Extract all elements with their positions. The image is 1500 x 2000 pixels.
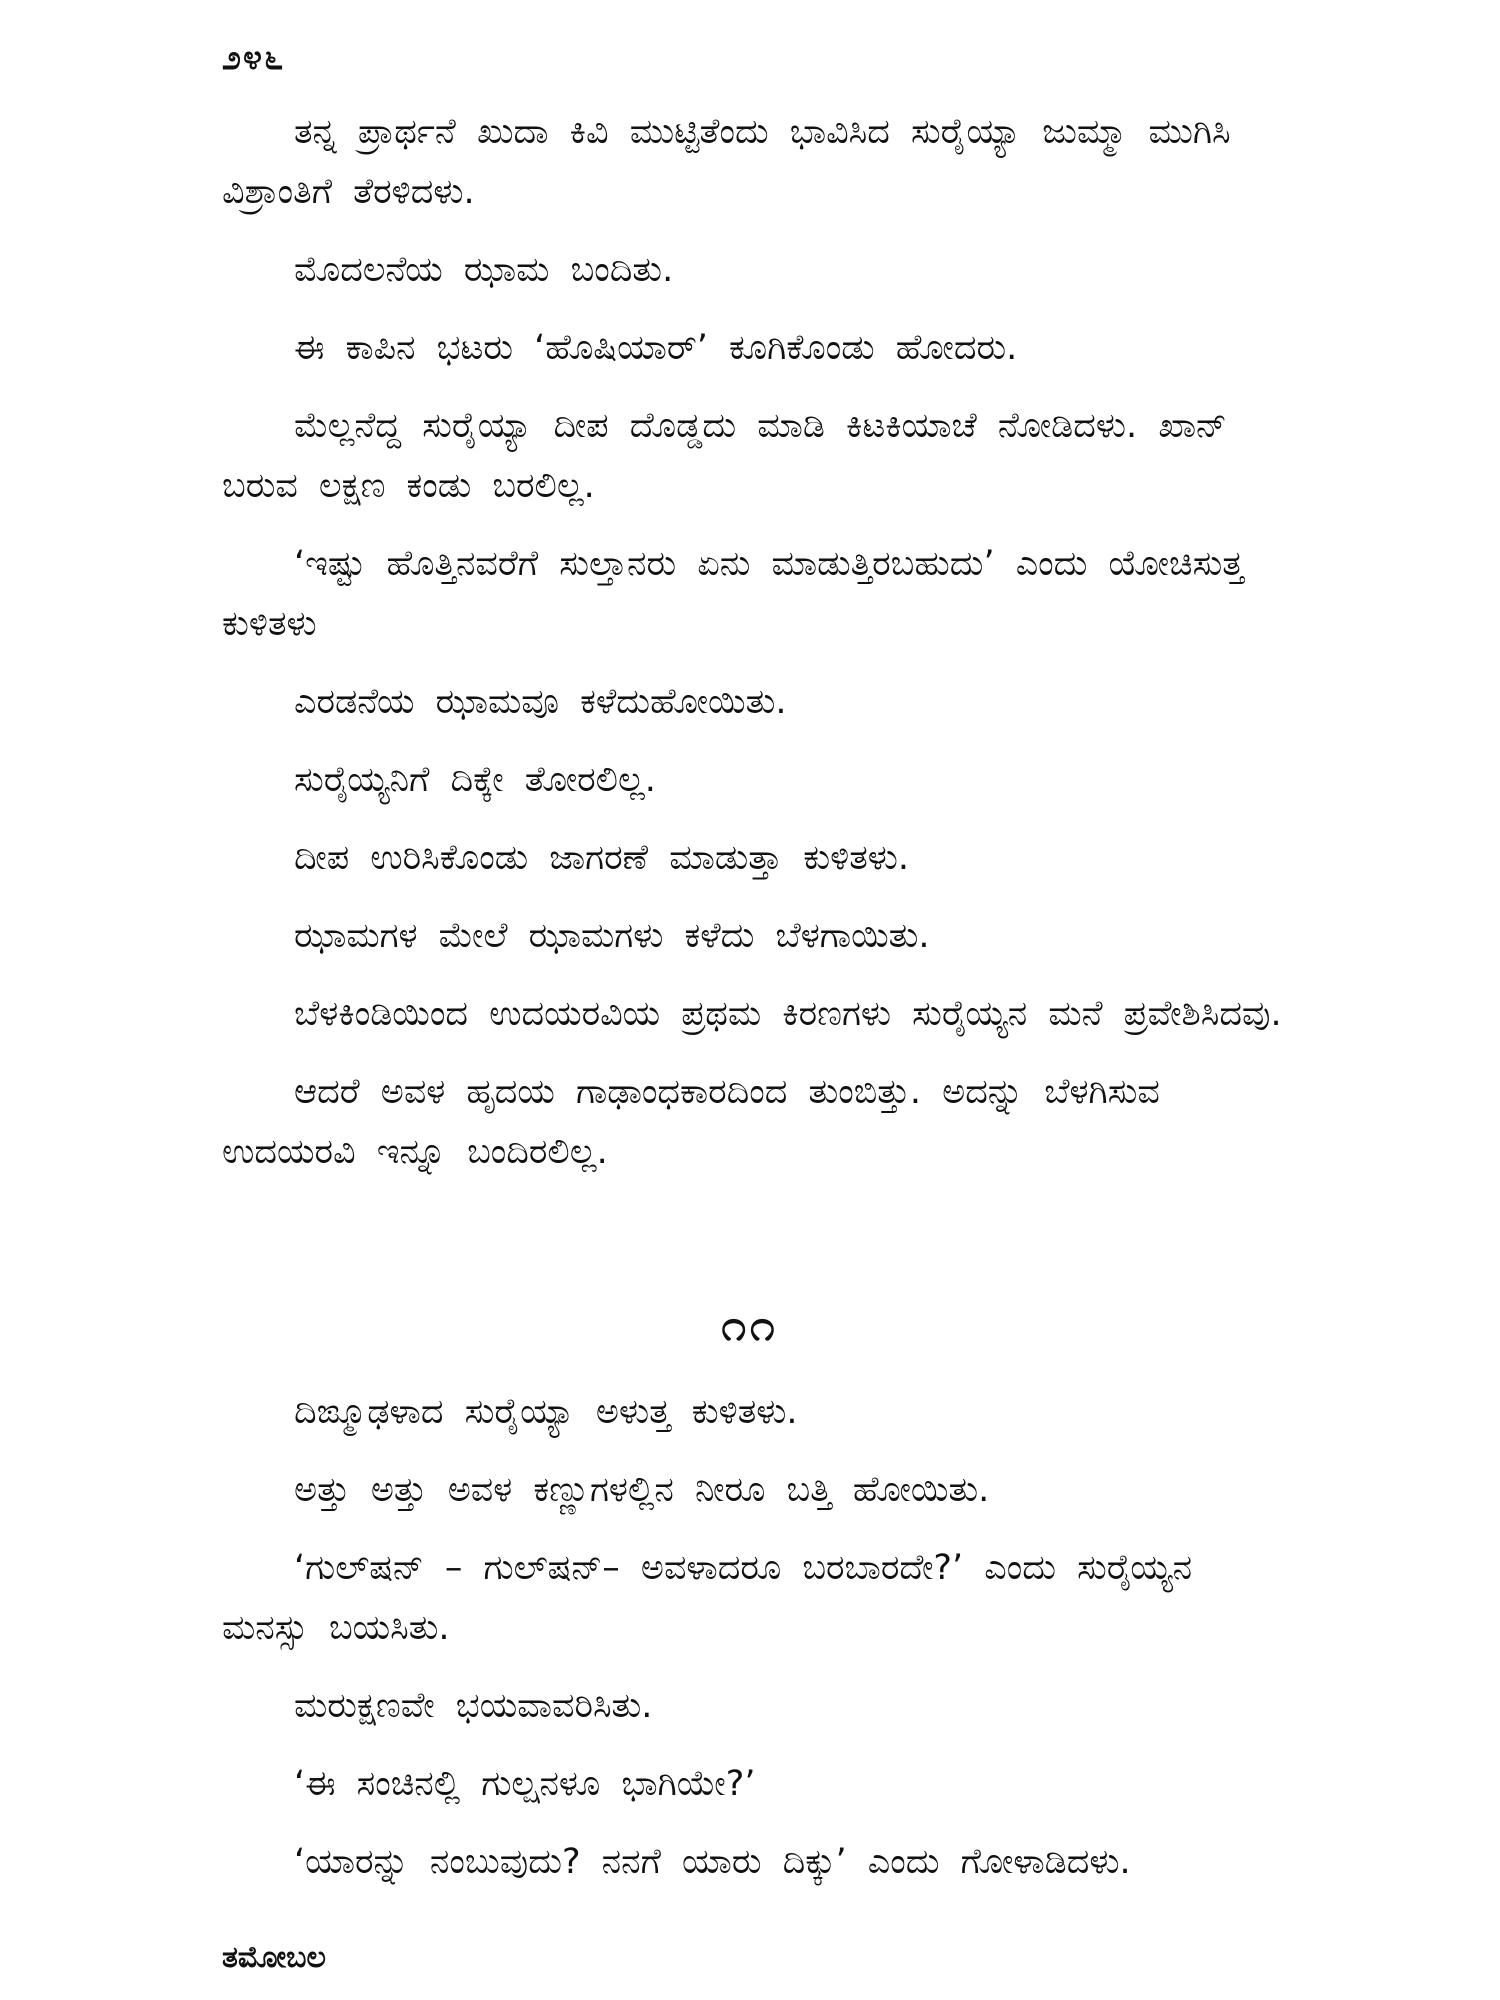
paragraph: ಆದರೆ ಅವಳ ಹೃದಯ ಗಾಢಾಂಧಕಾರದಿಂದ ತುಂಬಿತ್ತು. ಅದನ್ನು ಬೆಳಗಿಸುವ ಉದಯರವಿ ಇನ್ನೂ ಬಂದಿರಲಿಲ್ಲ. [222, 1072, 1160, 1172]
paragraph: ದೀಪ ಉರಿಸಿಕೊಂಡು ಜಾಗರಣೆ ಮಾಡುತ್ತಾ ಕುಳಿತಳು. [294, 838, 910, 878]
paragraph: ಸುರೈಯ್ಯನಿಗೆ ದಿಕ್ಕೇ ತೋರಲಿಲ್ಲ. [294, 760, 656, 800]
paragraph: ‘ಇಷ್ಟು ಹೊತ್ತಿನವರೆಗೆ ಸುಲ್ತಾನರು ಏನು ಮಾಡುತ್ತಿರಬಹುದು’ ಎಂದು ಯೋಚಿಸುತ್ತ ಕುಳಿತಳು [222, 544, 1244, 644]
paragraph: ಬೆಳಕಿಂಡಿಯಿಂದ ಉದಯರವಿಯ ಪ್ರಥಮ ಕಿರಣಗಳು ಸುರೈಯ್ಯನ ಮನೆ ಪ್ರವೇಶಿಸಿದವು. [294, 994, 1282, 1034]
paragraph: ಅತ್ತು ಅತ್ತು ಅವಳ ಕಣ್ಣುಗಳಲ್ಲಿನ ನೀರೂ ಬತ್ತಿ ಹೋಯಿತು. [294, 1470, 990, 1510]
paragraph: ಮೊದಲನೆಯ ಝಾಮ ಬಂದಿತು. [294, 250, 674, 290]
paragraph: ‘ಈ ಸಂಚಿನಲ್ಲಿ ಗುಲ್ಷನಳೂ ಭಾಗಿಯೇ?’ [294, 1764, 756, 1804]
paragraph: ಮೆಲ್ಲನೆದ್ದ ಸುರೈಯ್ಯಾ ದೀಪ ದೊಡ್ಡದು ಮಾಡಿ ಕಿಟಕಿಯಾಚೆ ನೋಡಿದಳು. ಖಾನ್ ಬರುವ ಲಕ್ಷಣ ಕಂಡು ಬರಲಿಲ್ಲ. [222, 406, 1227, 506]
section-1-text [222, 102, 1298, 1182]
chapter-heading: ೧೧ [721, 1300, 779, 1351]
paragraph: ‘ಯಾರನ್ನು ನಂಬುವುದು? ನನಗೆ ಯಾರು ದಿಕ್ಕು’ ಎಂದು ಗೋಳಾಡಿದಳು. [294, 1842, 1131, 1882]
paragraph: ಝಾಮಗಳ ಮೇಲೆ ಝಾಮಗಳು ಕಳೆದು ಬೆಳಗಾಯಿತು. [294, 916, 930, 956]
running-footer-title: ತಮೋಬಲ [222, 1940, 326, 1975]
paragraph: ದಿಙ್ಮೂಢಳಾದ ಸುರೈಯ್ಯಾ ಅಳುತ್ತ ಕುಳಿತಳು. [294, 1392, 798, 1432]
paragraph: ‘ಗುಲ್‌ಷನ್ – ಗುಲ್‌ಷನ್– ಅವಳಾದರೂ ಬರಬಾರದೇ?’ ಎಂದು ಸುರೈಯ್ಯನ ಮನಸ್ಸು ಬಯಸಿತು. [222, 1548, 1193, 1648]
section-2-text [222, 1382, 1298, 1892]
page-number: ೨೪೬ [222, 38, 286, 78]
paragraph: ಎರಡನೆಯ ಝಾಮವೂ ಕಳೆದುಹೋಯಿತು. [294, 682, 787, 722]
paragraph: ಈ ಕಾಪಿನ ಭಟರು ‘ಹೊಷಿಯಾರ್’ ಕೂಗಿಕೊಂಡು ಹೋದರು. [294, 328, 1018, 368]
paragraph: ಮರುಕ್ಷಣವೇ ಭಯವಾವರಿಸಿತು. [294, 1686, 653, 1726]
paragraph: ತನ್ನ ಪ್ರಾರ್ಥನೆ ಖುದಾ ಕಿವಿ ಮುಟ್ಟಿತೆಂದು ಭಾವಿಸಿದ ಸುರೈಯ್ಯಾ ಜುಮ್ಮಾ ಮುಗಿಸಿ ವಿಶ್ರಾಂತಿಗೆ ತೆರಳಿದಳು. [222, 112, 1231, 212]
